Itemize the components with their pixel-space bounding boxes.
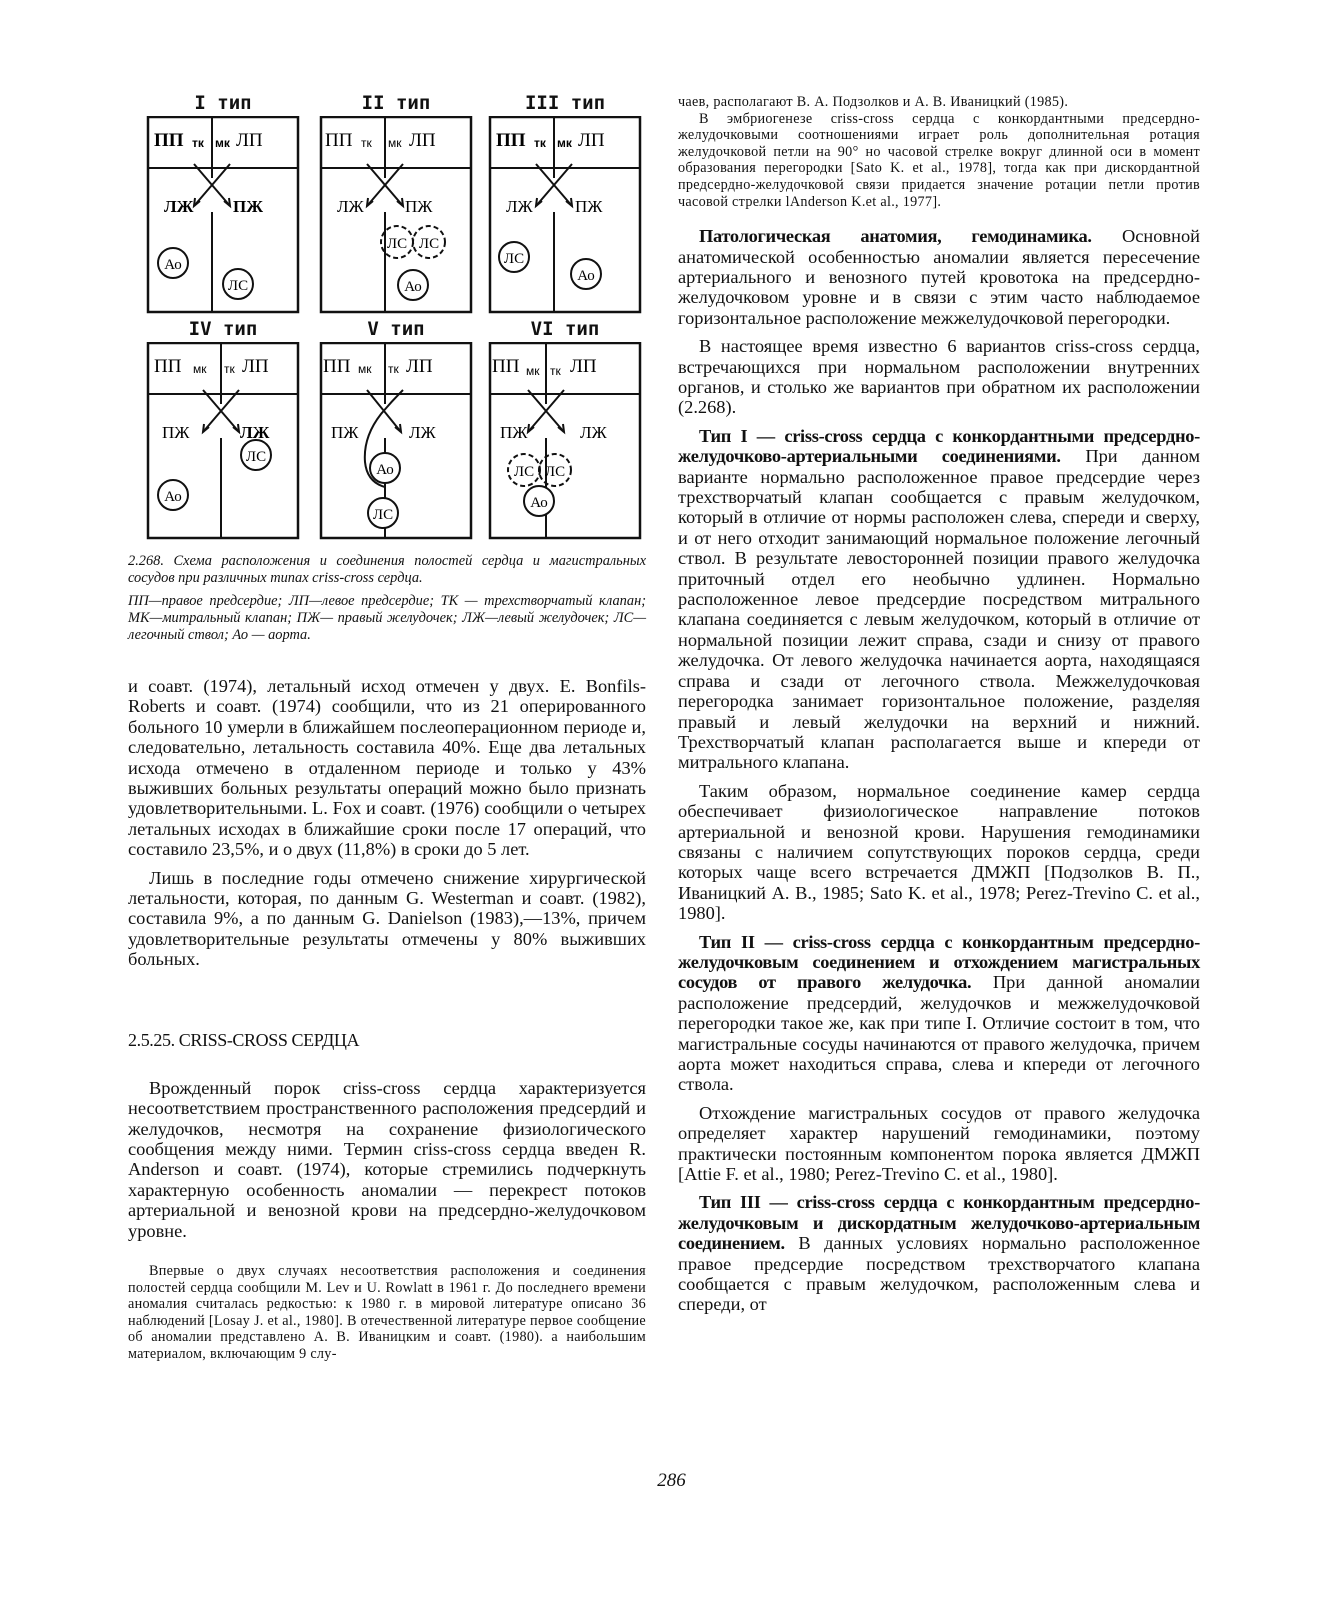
- vessel-label: ЛС: [386, 236, 408, 252]
- vessel-label: ЛС: [372, 507, 394, 523]
- paragraph-text: Основной анатомической особенностью аномалии является пересечение артериального и венозного путей кровотока на предсердно-желудочковом уровне и в связи с этим часто наблюдаемое горизонтальное расположение межжелудочковой перегородки.: [678, 226, 1200, 328]
- vessel-label: Ао: [404, 279, 422, 295]
- vessel-label: ЛС: [513, 464, 535, 480]
- ventricle-left-label: ПЖ: [162, 423, 190, 442]
- diagram-type-2: [301, 90, 476, 316]
- heart-scheme: [301, 116, 476, 316]
- diagram-type-5: [301, 316, 476, 542]
- diagram-type-4: [128, 316, 303, 542]
- paragraph-text: В данных условиях нормально расположенное правое предсердие посредством трехстворчатого клапана сообщается с правым желудочком, расположенным слева и спереди, от: [678, 1233, 1200, 1315]
- body-paragraph: и соавт. (1974), летальный исход отмечен у двух. E. Bonfils-Roberts и соавт. (1974) сообщили, что из 21 оперированного больного 10 умерли в ближайшем послеоперационном периоде и, следовательно, летальность составила 40%. Еще два летальных исхода отмечено в отдаленном периоде и только у 43% выживших больных результаты операций можно было признать удовлетворительными. L. Fox и соавт. (1976) сообщили о четырех летальных исходах в ближайшие сроки после 17 операций, что составило 23,5%, и о двух (11,8%) в сроки до 5 лет.: [128, 676, 646, 860]
- ventricle-right-label: ПЖ: [405, 197, 433, 216]
- valve-left-label: мк: [193, 362, 207, 376]
- valve-right-label: мк: [557, 136, 572, 150]
- vessel-label: Ао: [376, 462, 394, 478]
- diagram-title: V тип: [367, 318, 425, 340]
- body-paragraph: [678, 226, 1200, 328]
- valve-left-label: мк: [526, 364, 540, 378]
- body-paragraph: Врожденный порок criss-cross сердца характеризуется несоответствием пространственного расположения предсердий и желудочков, несмотря на сохранение физиологического сообщения между ними. Термин criss-cross сердца введен R. Anderson и соавт. (1974), которые стремились подчеркнуть характерную особенность аномалии — перекрест потоков артериальной и венозной крови на предсердно-желудочковом уровне.: [128, 1077, 646, 1241]
- ventricle-left-label: ЛЖ: [164, 197, 194, 216]
- diagram-title: II тип: [361, 92, 431, 114]
- page-number: 286: [657, 1470, 686, 1491]
- atrium-left-label: ПП: [496, 130, 526, 151]
- diagram-title: III тип: [524, 92, 606, 114]
- paragraph-heading: Тип III — criss-cross сердца с конкордантным предсердно-желудочковым и дискордатным желудочково-артериальным соединением.: [678, 1192, 1200, 1254]
- atrium-left-label: ПП: [325, 130, 353, 151]
- atrium-left-label: ПП: [154, 130, 184, 151]
- atrium-left-label: ПП: [492, 356, 520, 377]
- valve-right-label: тк: [388, 362, 399, 376]
- body-paragraph: Таким образом, нормальное соединение камер сердца обеспечивает физиологическое направление потоков артериальной и венозной крови. Нарушения гемодинамики связаны с наличием сопутствующих пороков сердца, среди которых чаще всего встречается ДМЖП [Подзолков В. П., Иваницкий А. В., 1985; Sato K. et al., 1978; Perez-Trevino C. et al., 1980].: [678, 780, 1200, 924]
- figure-legend: ПП—правое предсердие; ЛП—левое предсердие; ТК — трехстворчатый клапан; МК—митральный клапан; ПЖ— правый желудочек; ЛЖ—левый желудочек; ЛС—легочный ствол; Ао — аорта.: [128, 593, 646, 643]
- valve-right-label: тк: [224, 362, 235, 376]
- valve-left-label: тк: [534, 136, 546, 150]
- ventricle-right-label: ПЖ: [575, 197, 603, 216]
- body-paragraph: [678, 932, 1200, 1095]
- vessel-label: ЛС: [418, 236, 440, 252]
- vessel-label: ЛС: [503, 251, 525, 267]
- heart-scheme: [128, 342, 303, 542]
- body-paragraph: [678, 1192, 1200, 1314]
- ventricle-left-label: ЛЖ: [337, 197, 364, 216]
- left-column: [128, 90, 646, 1363]
- paragraph-heading: Тип II — criss-cross сердца с конкордантным предсердно-желудочковым соединением и отхождением магистральных сосудов от правого желудочка.: [678, 931, 1200, 993]
- right-column: [678, 94, 1200, 1315]
- body-paragraph: [678, 426, 1200, 773]
- ventricle-left-label: ЛЖ: [506, 197, 533, 216]
- paragraph-text: При данном варианте нормально расположенное правое предсердие через трехстворчатый клапан сообщается с правым желудочком, который в отличие от нормы расположен слева, спереди и сверху, и от него отходит занимающий нормальное положение легочный ствол. В результате левосторонней позиции правого желудочка приточный отдел его необычно удлинен. Нормально расположенное левое предсердие посредством митрального клапана соединяется с левым желудочком, который в отличие от нормальной позиции лежит справа, сзади и снизу от правого желудочка. От левого желудочка начинается аорта, находящаяся справа и сзади от легочного ствола. Межжелудочковая перегородка занимает горизонтальное положение, разделяя правый и левый желудочки на верхний и нижний. Трехстворчатый клапан располагается выше и кпереди от митрального клапана.: [678, 446, 1200, 773]
- body-paragraph: Лишь в последние годы отмечено снижение хирургической летальности, которая, по данным G. Westerman и соавт. (1982), составила 9%, а по данным G. Danielson (1983),—13%, причем удовлетворительные результаты отмечены у 80% выживших больных.: [128, 867, 646, 970]
- body-paragraph: В настоящее время известно 6 вариантов criss-cross сердца, встречающихся при нормальном расположении внутренних органов, и столько же вариантов при обратном их расположении (2.268).: [678, 336, 1200, 418]
- ventricle-right-label: ЛЖ: [409, 423, 436, 442]
- body-paragraph: Отхождение магистральных сосудов от правого желудочка определяет характер нарушений гемодинамики, поэтому практически постоянным компонентом порока является ДМЖП [Attie F. et al., 1980; Perez-Trevino C. et al., 1980].: [678, 1102, 1200, 1185]
- heart-scheme: [470, 342, 645, 542]
- vessel-label: Ао: [530, 495, 548, 511]
- ventricle-right-label: ЛЖ: [580, 423, 607, 442]
- small-print-paragraph: В эмбриогенезе criss-cross сердца с конкордантными предсердно-желудочковыми соотношениями играет роль дополнительная ротация желудочковой петли на 90° но часовой стрелке вокруг длинной оси в момент образования перегородки [Sato K. et al., 1978], тогда как при дискордантной предсердно-желудочковой связи придается значение ротации петли против часовой стрелки lAnderson K.et al., 1977].: [678, 110, 1200, 210]
- atrium-left-label: ПП: [154, 356, 182, 377]
- small-print-paragraph: чаев, располагают В. А. Подзолков и А. В. Иваницкий (1985).: [678, 94, 1069, 110]
- valve-left-label: тк: [192, 136, 204, 150]
- criss-cross-figure: [128, 90, 646, 545]
- atrium-right-label: ЛП: [242, 356, 269, 377]
- atrium-right-label: ЛП: [406, 356, 433, 377]
- heart-scheme: [128, 116, 303, 316]
- valve-left-label: мк: [358, 362, 372, 376]
- paragraph-heading: Патологическая анатомия, гемодинамика.: [699, 226, 1092, 247]
- small-print-paragraph: Впервые о двух случаях несоответствия расположения и соединения полостей сердца сообщили M. Lev и U. Rowlatt в 1961 г. До последнего времени аномалия считалась редкостью: к 1980 г. в мировой литературе описано 36 наблюдений [Losay J. et al., 1980]. В отечественной литературе первое сообщение об аномалии представлено А. В. Иваницким и соавт. (1980). а наибольшим материалом, включающим 9 слу-: [128, 1262, 646, 1362]
- ventricle-right-label: ЛЖ: [240, 423, 270, 442]
- vessel-label: Ао: [164, 257, 182, 273]
- figure-caption: 2.268. Схема расположения и соединения полостей сердца и магистральных сосудов при различных типах criss-cross сердца.: [128, 553, 646, 586]
- valve-left-label: тк: [361, 136, 372, 150]
- valve-right-label: мк: [215, 136, 230, 150]
- diagram-type-1: [128, 90, 303, 316]
- vessel-label: ЛС: [544, 464, 566, 480]
- diagram-title: VI тип: [530, 318, 600, 340]
- section-heading: 2.5.25. CRISS-CROSS СЕРДЦА: [128, 1029, 360, 1050]
- vessel-label: Ао: [577, 268, 595, 284]
- ventricle-left-label: ПЖ: [331, 423, 359, 442]
- valve-right-label: мк: [388, 136, 402, 150]
- ventricle-left-label: ПЖ: [500, 423, 528, 442]
- atrium-right-label: ЛП: [236, 130, 263, 151]
- diagram-title: I тип: [194, 92, 252, 114]
- ventricle-right-label: ПЖ: [233, 197, 264, 216]
- diagram-title: IV тип: [188, 318, 258, 340]
- paragraph-heading: Тип I — criss-cross сердца с конкордантными предсердно-желудочково-артериальными соединениями.: [678, 425, 1200, 467]
- diagram-type-3: [470, 90, 645, 316]
- valve-right-label: тк: [550, 364, 561, 378]
- heart-scheme: [470, 116, 645, 316]
- diagram-type-6: [470, 316, 645, 542]
- atrium-left-label: ПП: [323, 356, 351, 377]
- vessel-label: Ао: [164, 489, 182, 505]
- atrium-right-label: ЛП: [570, 356, 597, 377]
- atrium-right-label: ЛП: [409, 130, 436, 151]
- heart-scheme: [301, 342, 476, 542]
- vessel-label: ЛС: [245, 449, 267, 465]
- paragraph-text: При данной аномалии расположение предсердий, желудочков и межжелудочковой перегородки такое же, как при типе I. Отличие состоит в том, что магистральные сосуды начинаются от правого желудочка, причем аорта может находиться справа, слева и кпереди от легочного ствола.: [678, 972, 1200, 1095]
- atrium-right-label: ЛП: [578, 130, 605, 151]
- vessel-label: ЛС: [227, 278, 249, 294]
